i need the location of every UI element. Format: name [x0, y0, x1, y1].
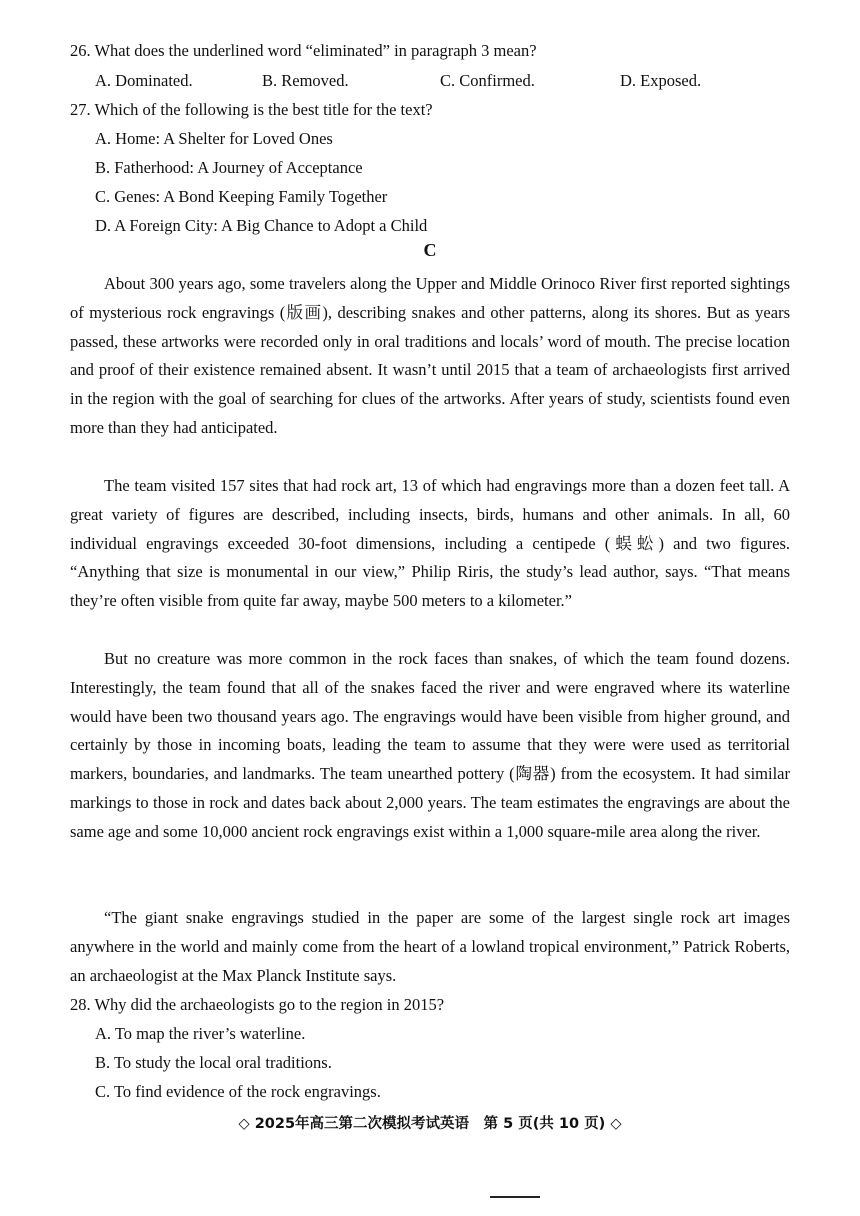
passage-paragraph-3: But no creature was more common in the rock faces than snakes, of which the team found dozens. Interestingly, the team found that all of the snakes faced the river and were engraved where its waterline would have been two thousand years ago. The engravings would have been visible from higher ground, and certainly by those in incoming boats, leading the team to assume that they were were used as territorial markers, boundaries, and landmarks. The team unearthed pottery (陶器) from the ecosystem. It had similar markings to those in rock and dates back about 2,000 years. The team estimates the engravings are about the same age and some 10,000 ancient rock engravings exist within a 1,000 square-mile area along the river.: [70, 649, 790, 841]
question-26-option-b: B. Removed.: [262, 71, 349, 90]
passage-paragraph-4: “The giant snake engravings studied in the paper are some of the largest single rock art images anywhere in the world and mainly come from the heart of a lowland tropical environment,” Patrick Roberts, an archaeologist at the Max Planck Institute says.: [70, 908, 790, 985]
page-footer: [0, 1112, 860, 1133]
question-27-option-b: B. Fatherhood: A Journey of Acceptance: [95, 158, 363, 177]
question-26-stem: 26. What does the underlined word “eliminated” in paragraph 3 mean?: [70, 41, 537, 60]
question-27-option-d: D. A Foreign City: A Big Chance to Adopt a Child: [95, 216, 428, 235]
passage-paragraph-1: About 300 years ago, some travelers along the Upper and Middle Orinoco River first reported sightings of mysterious rock engravings (版画), describing snakes and other patterns, along its shores. But as years passed, these artworks were recorded only in oral traditions and locals’ word of mouth. The precise location and proof of their existence remained absent. It wasn’t until 2015 that a team of archaeologists first arrived in the region with the goal of searching for clues of the artworks. After years of study, scientists found even more than they had anticipated.: [70, 274, 790, 437]
section-heading: C: [423, 240, 437, 260]
question-27-option-a: A. Home: A Shelter for Loved Ones: [95, 129, 333, 148]
question-27-stem: 27. Which of the following is the best title for the text?: [70, 100, 433, 119]
question-27-option-c: C. Genes: A Bond Keeping Family Together: [95, 187, 388, 206]
bottom-rule: [490, 1196, 540, 1198]
question-26-option-d: D. Exposed.: [620, 71, 702, 90]
question-26-option-c: C. Confirmed.: [440, 71, 535, 90]
passage-paragraph-2: The team visited 157 sites that had rock art, 13 of which had engravings more than a dozen feet tall. A great variety of figures are described, including insects, birds, humans and other animals. In all, 60 individual engravings exceeded 30-foot dimensions, including a centipede (蜈蚣) and two figures. “Anything that size is monumental in our view,” Philip Riris, the study’s lead author, says. “That means they’re often visible from quite far away, maybe 500 meters to a kilometer.”: [70, 476, 790, 611]
footer-text: 2025年高三第二次模拟考试英语 第 5 页(共 10 页): [254, 1116, 606, 1132]
question-26-option-a: A. Dominated.: [95, 71, 193, 90]
question-28-stem: 28. Why did the archaeologists go to the region in 2015?: [70, 995, 445, 1014]
question-28-option-a: A. To map the river’s waterline.: [95, 1024, 306, 1043]
diamond-right-icon: ◇: [610, 1116, 622, 1132]
diamond-left-icon: ◇: [238, 1116, 250, 1132]
question-28-option-b: B. To study the local oral traditions.: [95, 1053, 332, 1072]
question-28-option-c: C. To find evidence of the rock engravings.: [95, 1082, 381, 1101]
